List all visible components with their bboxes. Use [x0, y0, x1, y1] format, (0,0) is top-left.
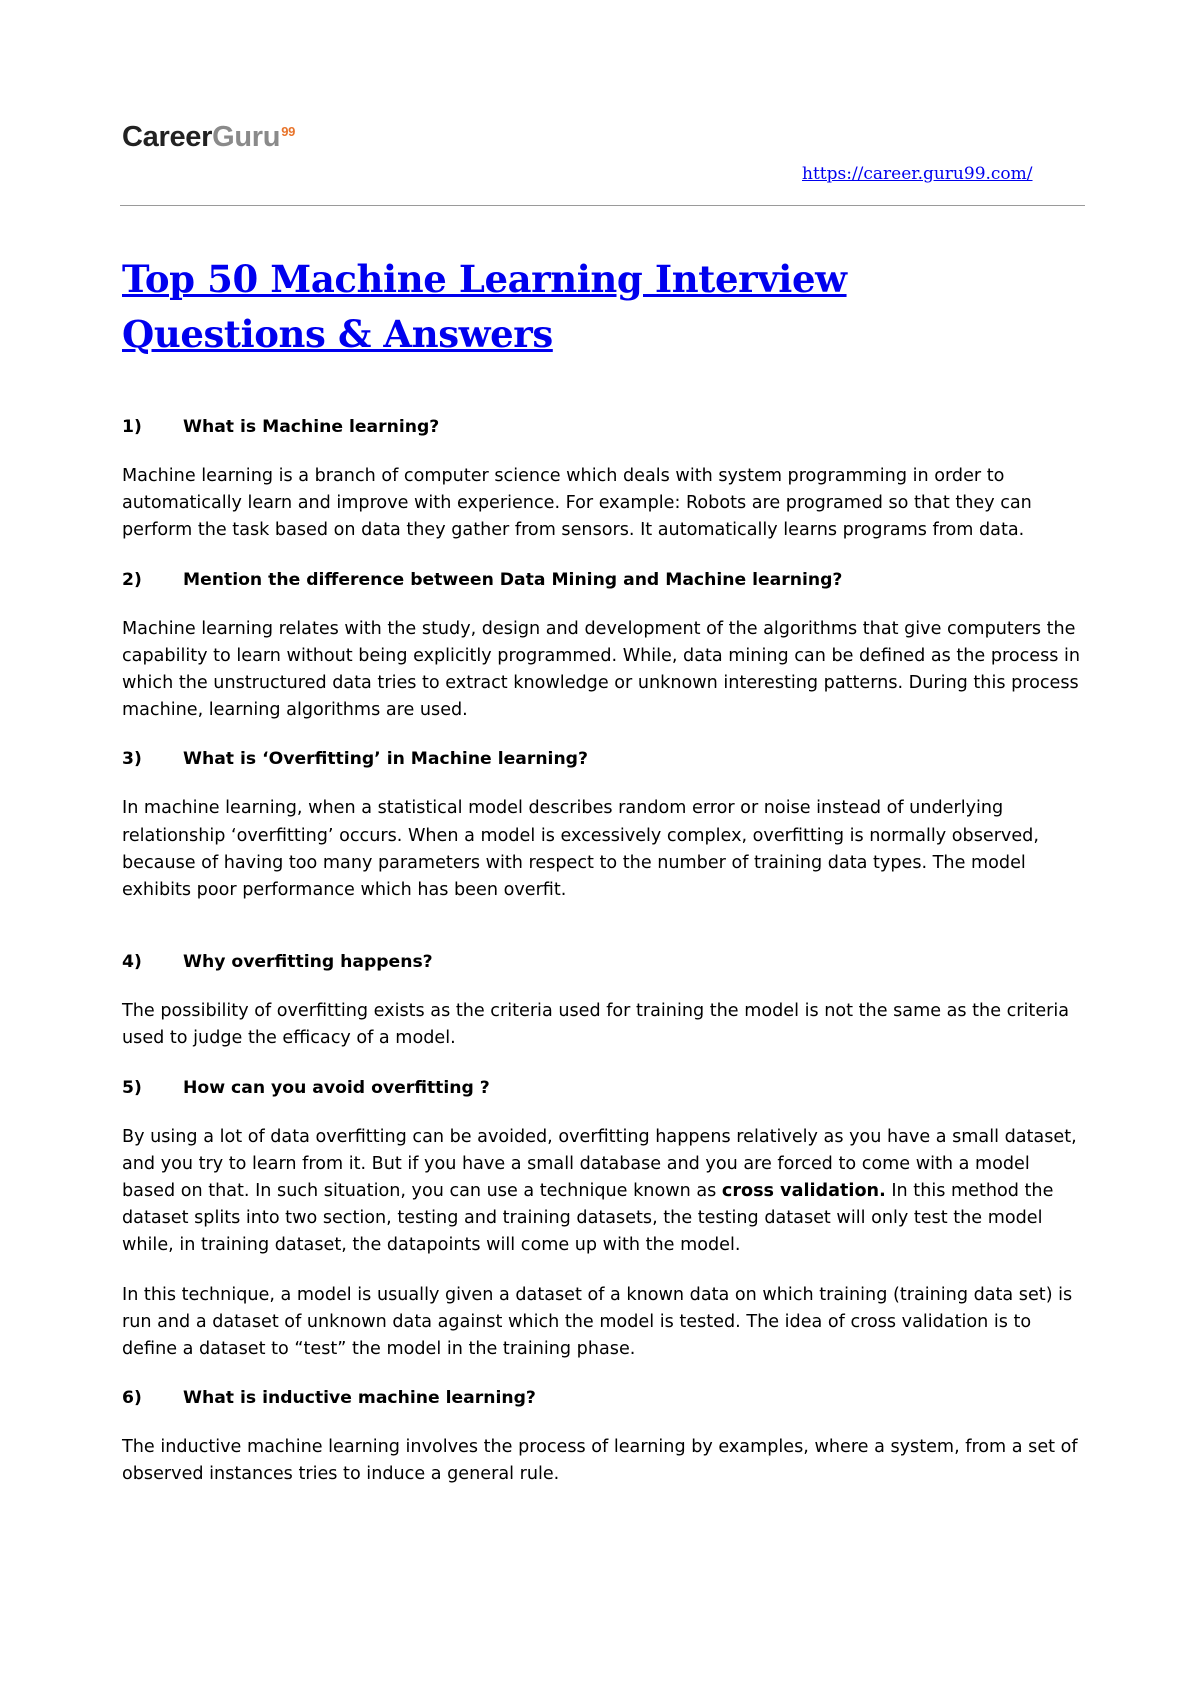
question-number: 4) — [122, 952, 142, 973]
cross-validation-term: cross validation. — [721, 1181, 886, 1202]
question-heading — [122, 746, 1082, 773]
logo-career-text: Career — [122, 121, 213, 153]
qa-item-3 — [122, 746, 1082, 904]
question-heading — [122, 567, 1082, 594]
answer-text: Machine learning is a branch of computer science which deals with system programming in order to automatically learn and improve with experience. For example: Robots are programed so that they can perform the task based on data they gather from sensors. It automatically learns programs from data. — [122, 466, 1032, 541]
qa-item-4 — [122, 949, 1082, 1052]
answer-text: Machine learning relates with the study, design and development of the algorithms that give computers the capability to learn without being explicitly programmed. While, data mining can be defined as the process in which the unstructured data tries to extract knowledge or unknown interesting patterns. During this process machine, learning algorithms are used. — [122, 618, 1081, 721]
question-heading — [122, 1075, 1082, 1102]
question-heading — [122, 1385, 1082, 1412]
question-number: 3) — [122, 749, 142, 770]
logo-99-superscript: 99 — [281, 124, 296, 139]
logo-guru-text: Guru — [212, 121, 281, 153]
question-text: Mention the difference between Data Mining and Machine learning? — [183, 569, 843, 590]
question-text: What is Machine learning? — [183, 417, 440, 437]
answer-text: In machine learning, when a statistical model describes random error or noise instead of underlying relationship ‘overfitting’ occurs. When a model is excessively complex, overfitting is normally observed, because of having too many parameters with respect to the number of training data types. The model exhibits poor performance which has been overfit. — [122, 798, 1039, 901]
header-divider — [120, 205, 1085, 206]
question-text: How can you avoid overfitting ? — [183, 1077, 490, 1098]
question-number: 5) — [122, 1077, 142, 1098]
answer-text-part: By using a lot of data overfitting can be avoided, overfitting happens relatively as you have a small dataset, and you try to learn from it. But if you have a small database and you are forced to come with a model based on that. In such situation, you can use a technique known as — [122, 1126, 1077, 1202]
answer-text-paragraph-2: In this technique, a model is usually given a dataset of a known data on which training (training data set) is run and a dataset of unknown data against which the model is tested. The idea of cross validation is to define a dataset to “test” the model in the training phase. — [122, 1284, 1073, 1360]
site-link[interactable]: https://career.guru99.com/ — [802, 164, 1033, 184]
question-heading — [122, 949, 1082, 976]
qa-item-5 — [122, 1075, 1082, 1364]
question-number: 2) — [122, 569, 142, 590]
qa-item-6 — [122, 1385, 1082, 1488]
answer-text: The possibility of overfitting exists as the criteria used for training the model is not the same as the criteria used to judge the efficacy of a model. — [122, 1001, 1070, 1049]
question-heading — [122, 414, 1082, 441]
qa-content — [122, 414, 1082, 1489]
qa-item-1 — [122, 414, 1082, 545]
question-text: What is inductive machine learning? — [183, 1388, 536, 1409]
question-number: 6) — [122, 1388, 142, 1409]
question-text: Why overfitting happens? — [183, 952, 433, 973]
answer-text-part: In this method the dataset splits into two section, testing and training datasets, the testing dataset will only test the model while, in training dataset, the datapoints will come up with the model. — [122, 1181, 1054, 1256]
answer-text — [122, 1124, 1082, 1260]
question-text: What is ‘Overfitting’ in Machine learning? — [183, 749, 588, 770]
answer-text: The inductive machine learning involves the process of learning by examples, where a system, from a set of observed instances tries to induce a general rule. — [122, 1437, 1078, 1485]
qa-item-2 — [122, 567, 1082, 725]
page-title[interactable]: Top 50 Machine Learning Interview Questions & Answers — [122, 257, 847, 356]
question-number: 1) — [122, 417, 142, 437]
careerguru-logo — [122, 120, 295, 159]
